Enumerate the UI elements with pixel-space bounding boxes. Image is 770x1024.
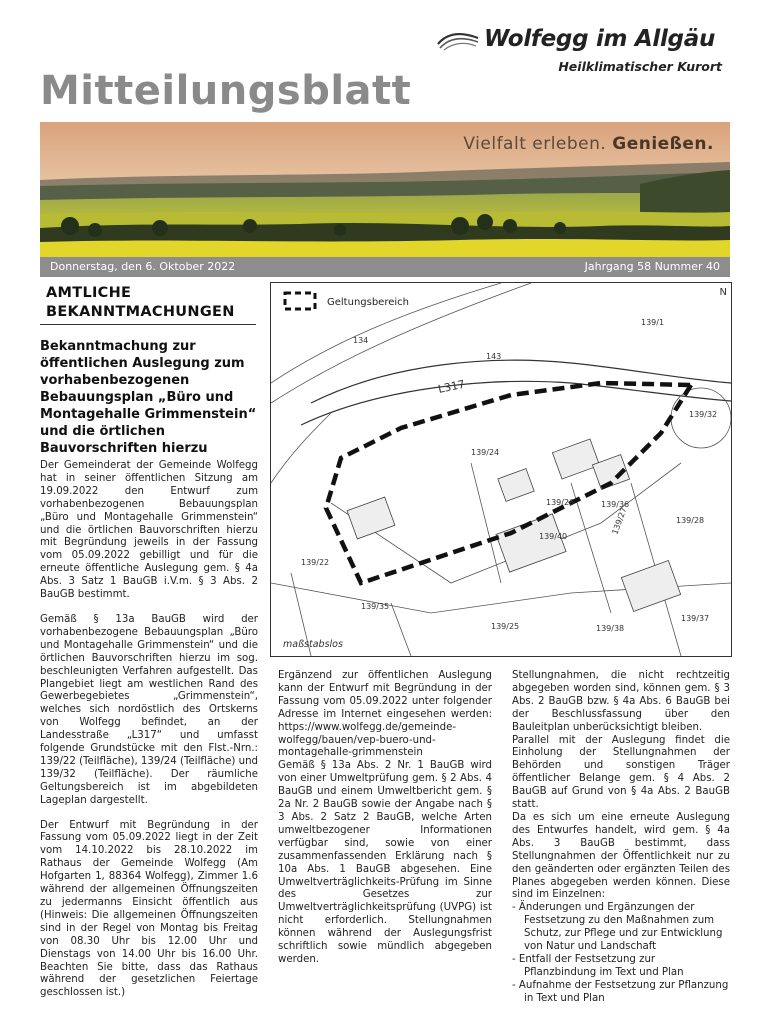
parcel-label: 139/25 [491,622,520,631]
road-label: L317 [436,377,467,396]
paragraph: Ergänzend zur öffentlichen Auslegung kann der Entwurf mit Begründung in der Fassung vom 05.09.2022 unter folgender Adresse im Internet eingesehen werden: https://www.wolfegg.de/gemeinde-wolfegg/bauen/vep-buero-und-montagehalle-grimmenstein [278,670,492,759]
section-rule [40,324,256,325]
section-heading-line2: BEKANNTMACHUNGEN [46,304,235,320]
issue-date: Donnerstag, den 6. Oktober 2022 [50,260,236,273]
article-headline: Bekanntmachung zur öffentlichen Auslegung zum vorhabenbezogenen Bebauungsplan „Büro und Montagehalle Grimmenstein“ und die örtlichen Bauvorschriften hierzu [40,339,257,456]
map-scale-label: maßstabslos [283,639,343,650]
parcel-label: 139/32 [689,410,718,419]
masthead-title: Mitteilungsblatt [40,68,412,114]
north-arrow-label: N [719,287,727,298]
paragraph: Der Gemeinderat der Gemeinde Wolfegg hat in seiner öffentlichen Sitzung am 19.09.2022 den Entwurf zum vorhabenbezogenen Bebauungsplan „Büro und Montagehalle Grimmenstein“ und die örtlichen Bauvorschriften hierzu mit Begründung jeweils in der Fassung vom 05.09.2022 gebilligt und für die erneute öffentliche Auslegung gem. § 4a Abs. 3 Satz 1 BauGB i.V.m. § 3 Abs. 2 BauGB bestimmt. [40,460,258,601]
paragraph: Gemäß § 13a BauGB wird der vorhabenbezogene Bebauungsplan „Büro und Montagehalle Grimmenstein“ und die örtlichen Bauvorschriften hierzu im sog. beschleunigten Verfahren aufgestellt. Das Plangebiet liegt am westlichen Rand des Gewerbegebietes „Grimmenstein“, welches sich nordöstlich des Ortskerns von Wolfegg befindet, an der Landesstraße „L317“ und umfasst folgende Grundstücke mit den Flst.-Nrn.: 139/22 (Teilfläche), 139/24 (Teilfläche) und 139/32 (Teilfläche). Der räumliche Geltungsbereich ist im abgebildeten Lageplan dargestellt. [40,613,258,806]
list-item: - Entfall der Festsetzung zur Pflanzbindung im Text und Plan [512,953,684,978]
logo-swoosh-icon [436,28,480,52]
logo-title: Wolfegg im Allgäu [484,26,716,52]
article-column-1 [40,460,258,1012]
issue-info-bar [40,257,730,277]
parcel-label: 139/22 [301,558,330,567]
map-legend-label: Geltungsbereich [327,297,409,308]
landscape-banner [40,122,730,257]
parcel-label: 139/35 [361,602,390,611]
parcel-label: 134 [353,336,369,345]
legend-boundary-icon [285,293,315,309]
list-item: - Aufnahme der Festsetzung zur Pflanzung in Text und Plan [512,979,729,1004]
site-plan-map [270,282,732,657]
parcel-label: 139/26 [546,498,575,507]
paragraph: Gemäß § 13a Abs. 2 Nr. 1 BauGB wird von einer Umweltprüfung gem. § 2 Abs. 4 BauGB und einem Umweltbericht gem. § 2a Nr. 2 BauGB sowie der Angabe nach § 3 Abs. 2 Satz 2 BauGB, welche Arten umweltbezogener Informationen verfügbar sind, sowie von einer zusammenfassenden Erklärung nach § 10a Abs. 1 BauGB abgesehen. Eine Umweltverträglichkeits-Prüfung im Sinne des Gesetzes zur Umweltverträglichkeitsprüfung (UVPG) ist nicht erforderlich. Stellungnahmen können während der Auslegungsfrist schriftlich sowie mündlich abgegeben werden. [278,760,492,965]
parcel-label: 139/27 [610,506,629,536]
parcel-label: 139/36 [601,500,630,509]
parcel-label: 139/28 [676,516,705,525]
slogan-light: Vielfalt erleben. [463,134,607,154]
parcel-label: 139/1 [641,318,665,327]
parcel-label: 139/37 [681,614,710,623]
section-heading-line1: AMTLICHE [46,285,132,301]
parcel-label: 143 [486,352,502,361]
list-item: - Änderungen und Ergänzungen der Festsetzung zu den Maßnahmen zum Schutz, zur Pflege und zur Entwicklung von Natur und Landschaft [512,902,723,953]
paragraph: Parallel mit der Auslegung findet die Einholung der Stellungnahmen der Behörden und sonstigen Träger öffentlicher Belange gem. § 4 Abs. 2 BauGB auf Grund von § 4a Abs. 2 BauGB statt. [512,734,730,811]
paragraph: Da es sich um eine erneute Auslegung des Entwurfes handelt, wird gem. § 4a Abs. 3 BauGB bestimmt, dass Stellungnahmen der Öffentlichkeit nur zu den geänderten oder ergänzten Teilen des Planes abgegeben werden können. Diese sind im Einzelnen: [512,811,730,901]
logo-subtitle: Heilklimatischer Kurort [558,59,722,74]
site-plan-drawing [271,283,731,656]
slogan [463,134,714,154]
parcel-label: 139/24 [471,448,500,457]
parcel-label: 139/40 [539,532,568,541]
slogan-bold: Genießen. [612,134,714,154]
issue-volume: Jahrgang 58 Nummer 40 [584,260,720,273]
paragraph: Der Entwurf mit Begründung in der Fassung vom 05.09.2022 liegt in der Zeit vom 14.10.2022 bis 28.10.2022 im Rathaus der Gemeinde Wolfegg (Am Hofgarten 1, 88364 Wolfegg), Zimmer 1.6 während der allgemeinen Öffnungszeiten zu jedermanns Einsicht öffentlich aus (Hinweis: Die allgemeinen Öffnungszeiten sind in der Regel von Montag bis Freitag von 08.30 Uhr bis 12.00 Uhr und Dienstags von 14.00 Uhr bis 16.00 Uhr. Beachten Sie bitte, dass das Rathaus während der gesetzlichen Feiertage geschlossen ist.) [40,819,258,999]
paragraph: Stellungnahmen, die nicht rechtzeitig abgegeben worden sind, können gem. § 3 Abs. 2 BauGB bzw. § 4a Abs. 6 BauGB bei der Beschlussfassung über den Bauleitplan unberücksichtigt bleiben. [512,670,730,733]
article-column-3 [512,670,730,1006]
change-list [512,902,730,1005]
section-heading [46,284,256,322]
parcel-label: 139/38 [596,624,625,633]
municipality-logo [436,26,736,80]
article-column-2 [278,670,492,979]
